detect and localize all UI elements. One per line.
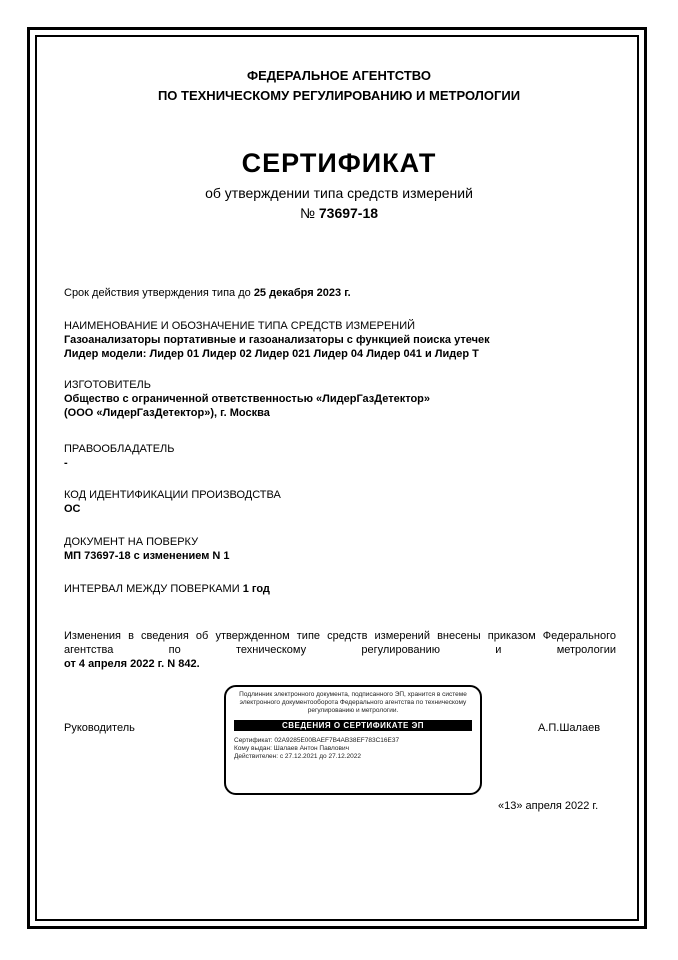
signatory-role: Руководитель [64,722,135,734]
certificate-number [0,205,678,221]
stamp-note: Подлинник электронного документа, подписанного ЭП, хранится в системе электронного документооборота Федерального агентства по техническому регулированию и метрологии. [239,691,467,714]
interval-value: 1 год [242,583,270,595]
production-code-block [64,488,616,516]
validity-label: Срок действия утверждения типа до [64,287,251,299]
production-code-label: КОД ИДЕНТИФИКАЦИИ ПРОИЗВОДСТВА [64,489,281,501]
stamp-header-bar: СВЕДЕНИЯ О СЕРТИФИКАТЕ ЭП [234,720,472,731]
verification-doc-block [64,535,616,563]
number-value: 73697-18 [318,205,379,221]
rights-holder-value: - [64,457,68,469]
agency-line-1: ФЕДЕРАЛЬНОЕ АГЕНТСТВО [247,68,431,83]
type-name-line-2: Лидер модели: Лидер 01 Лидер 02 Лидер 021 Лидер 04 Лидер 041 и Лидер Т [64,348,479,360]
validity-block [64,286,616,300]
manufacturer-line-1: Общество с ограниченной ответственностью «ЛидерГазДетектор» [64,393,431,405]
agency-header [0,66,678,106]
changes-text: Изменения в сведения об утвержденном типе средств измерений внесены приказом Федерального агентства по техническому регулированию и метрологии [64,630,616,656]
type-name-label: НАИМЕНОВАНИЕ И ОБОЗНАЧЕНИЕ ТИПА СРЕДСТВ ИЗМЕРЕНИЙ [64,320,416,332]
stamp-issued-to: Кому выдан: Шалаев Антон Павлович [234,745,349,752]
rights-holder-block [64,442,616,470]
e-signature-stamp [224,685,482,795]
production-code-value: ОС [64,503,81,515]
manufacturer-line-2: (ООО «ЛидерГазДетектор»), г. Москва [64,407,270,419]
certificate-title: СЕРТИФИКАТ [241,148,437,178]
interval-block [64,582,616,596]
stamp-validity: Действителен: с 27.12.2021 до 27.12.2022 [234,753,362,760]
signatory-name: А.П.Шалаев [538,722,601,734]
validity-value: 25 декабря 2023 г. [253,287,351,299]
rights-holder-label: ПРАВООБЛАДАТЕЛЬ [64,443,175,455]
changes-order: от 4 апреля 2022 г. N 842. [64,658,200,670]
agency-line-2: ПО ТЕХНИЧЕСКОМУ РЕГУЛИРОВАНИЮ И МЕТРОЛОГИИ [157,88,521,103]
changes-block [64,629,616,671]
verification-doc-value: МП 73697-18 с изменением N 1 [64,550,230,562]
interval-label: ИНТЕРВАЛ МЕЖДУ ПОВЕРКАМИ [64,583,240,595]
manufacturer-block [64,378,616,420]
type-name-line-1: Газоанализаторы портативные и газоанализаторы с функцией поиска утечек [64,334,490,346]
manufacturer-label: ИЗГОТОВИТЕЛЬ [64,379,151,391]
number-prefix: № [299,205,315,221]
verification-doc-label: ДОКУМЕНТ НА ПОВЕРКУ [64,536,199,548]
stamp-certificate: Сертификат: 02A9285E00BAEF7B4AB38EF783C16E37 [234,737,400,744]
certificate-subtitle: об утверждении типа средств измерений [205,185,473,201]
type-name-block [64,319,616,361]
signature-date: «13» апреля 2022 г. [498,800,599,812]
